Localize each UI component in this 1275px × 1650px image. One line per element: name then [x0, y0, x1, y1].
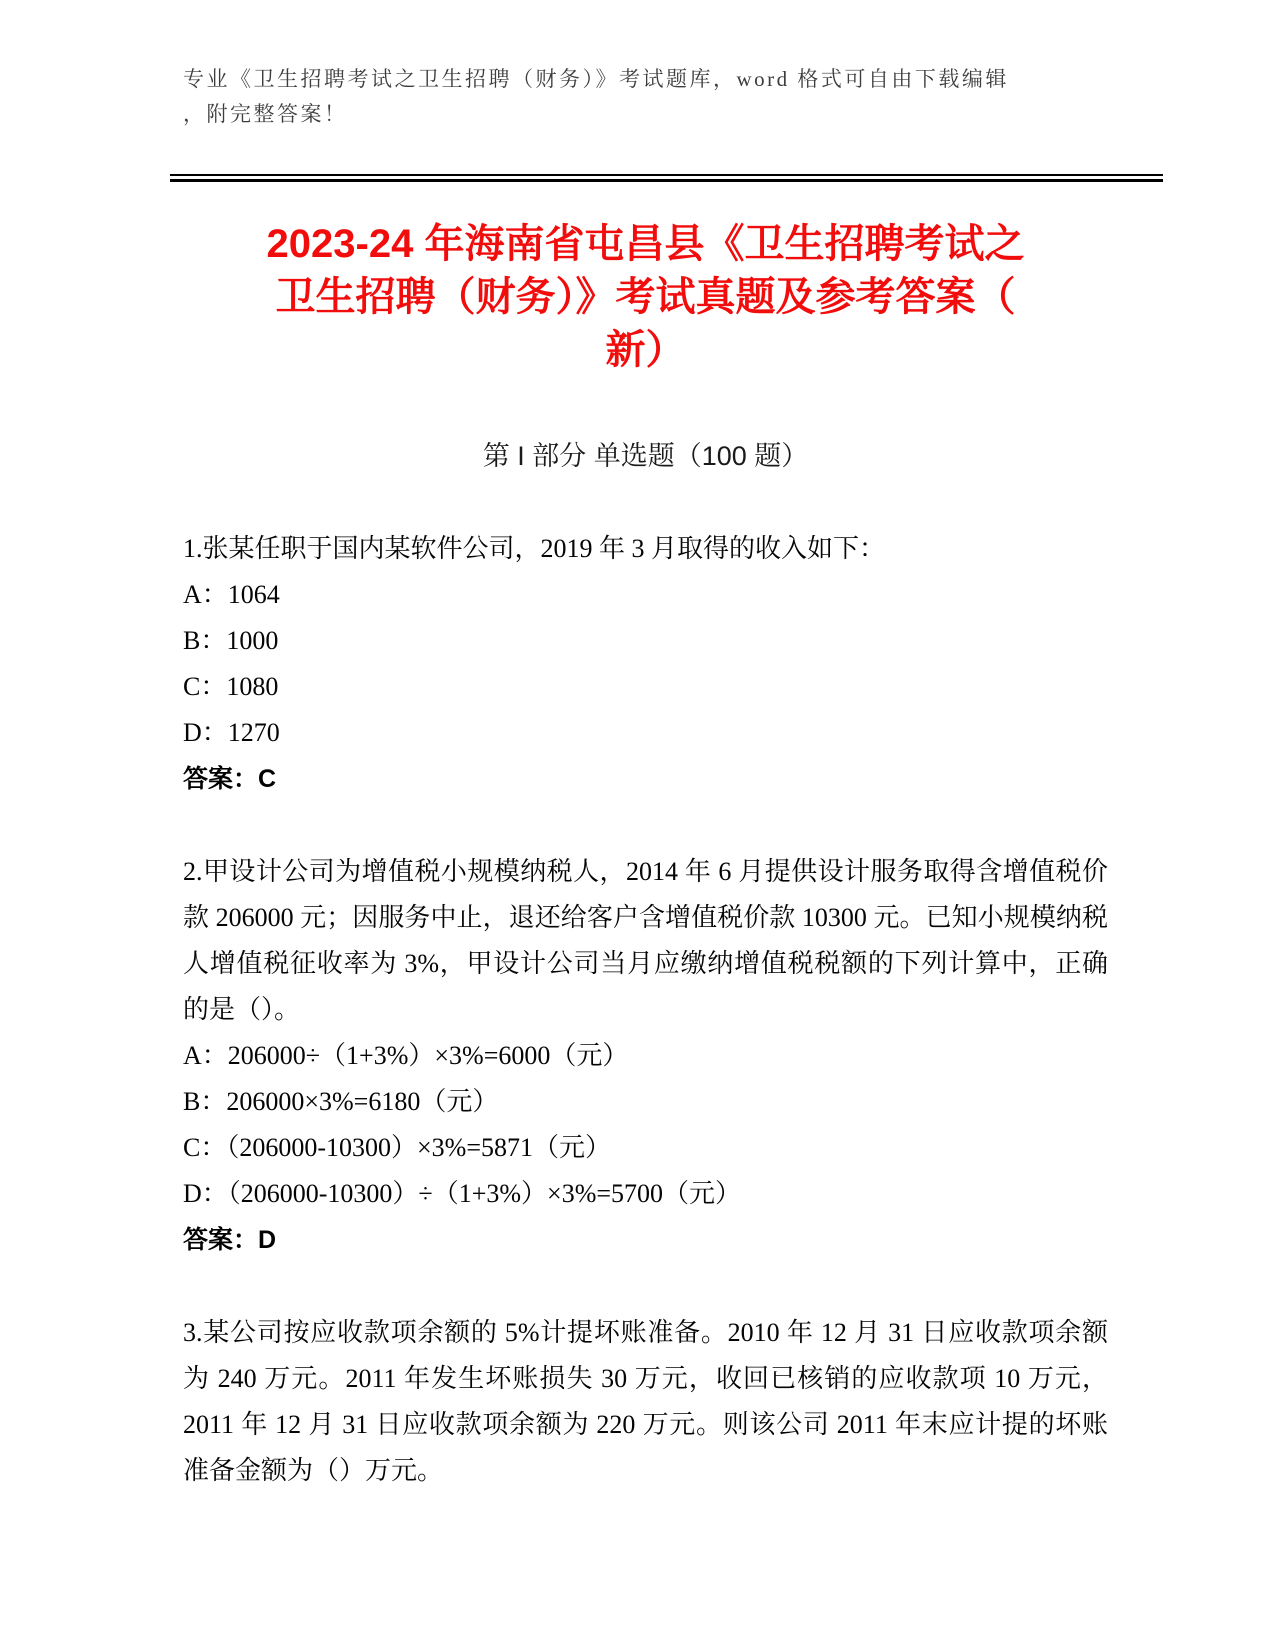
question-option: B：206000×3%=6180（元） — [183, 1087, 499, 1116]
header-note-line1: 专业《卫生招聘考试之卫生招聘（财务）》考试题库，word 格式可自由下载编辑 — [183, 67, 1009, 91]
header-divider-rule — [170, 174, 1163, 182]
question-list — [183, 526, 1108, 1494]
header-note-line2: ，附完整答案！ — [183, 102, 348, 126]
question-option: A：1064 — [183, 580, 280, 609]
question-block — [183, 849, 1108, 1263]
header-note — [183, 62, 1063, 132]
question-option: B：1000 — [183, 626, 279, 655]
question-answer: 答案：C — [183, 765, 277, 793]
question-text: 2.甲设计公司为增值税小规模纳税人，2014 年 6 月提供设计服务取得含增值税价款 206000 元；因服务中止，退还给客户含增值税价款 10300 元。已知小规模纳税人增值税征收率为 3%，甲设计公司当月应缴纳增值税税额的下列计算中，正确的是（）。 — [183, 857, 1108, 1024]
document-title-line3: 新） — [605, 328, 686, 372]
question-option: C：1080 — [183, 672, 279, 701]
section-heading: 第 I 部分 单选题（100 题） — [482, 441, 809, 471]
question-text: 3.某公司按应收款项余额的 5%计提坏账准备。2010 年 12 月 31 日应收款项余额为 240 万元。2011 年发生坏账损失 30 万元，收回已核销的应收款项 10 万元，2011 年 12 月 31 日应收款项余额为 220 万元。则该公司 2011 年末应计提的坏账准备金额为（）万元。 — [183, 1318, 1108, 1485]
question-block — [183, 526, 1108, 802]
question-option: D：1270 — [183, 718, 280, 747]
question-option: D：（206000-10300）÷（1+3%）×3%=5700（元） — [183, 1179, 742, 1208]
question-option: C：（206000-10300）×3%=5871（元） — [183, 1133, 611, 1162]
question-text: 1.张某任职于国内某软件公司，2019 年 3 月取得的收入如下： — [183, 534, 886, 563]
document-title — [183, 218, 1108, 377]
question-option: A：206000÷（1+3%）×3%=6000（元） — [183, 1041, 629, 1070]
question-block — [183, 1310, 1108, 1494]
document-title-line2: 卫生招聘（财务）》考试真题及参考答案（ — [275, 275, 1016, 319]
document-title-line1: 2023-24 年海南省屯昌县《卫生招聘考试之 — [266, 222, 1025, 266]
question-answer: 答案：D — [183, 1226, 277, 1254]
